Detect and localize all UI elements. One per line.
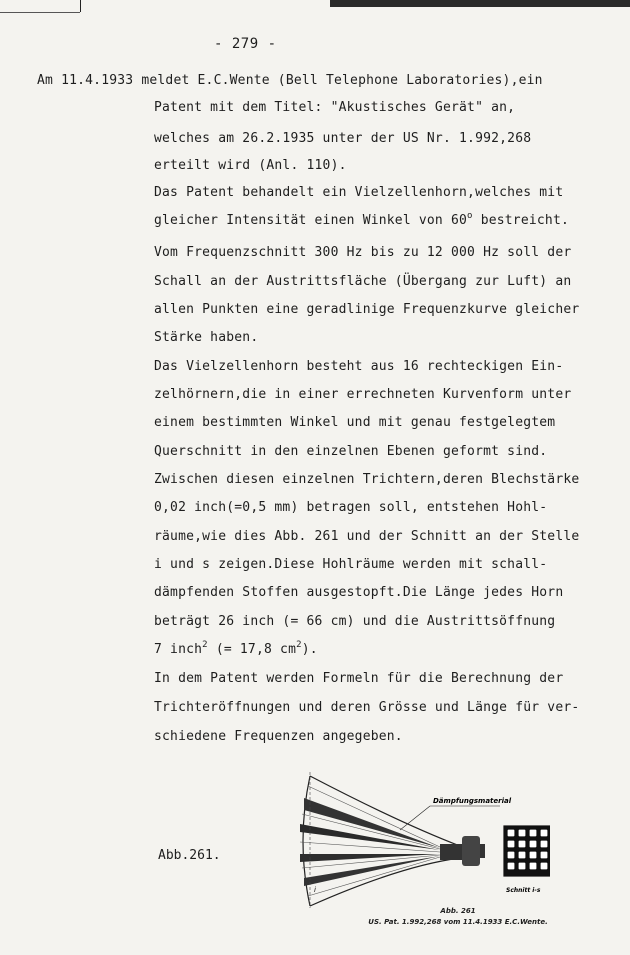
damping-label: Dämpfungsmaterial <box>433 797 512 805</box>
text-line: Trichteröffnungen und deren Grösse und Länge für ver- <box>154 700 580 715</box>
text-line: einem bestimmten Winkel und mit genau festgelegtem <box>154 415 556 430</box>
text-line: Patent mit dem Titel: "Akustisches Gerät" an, <box>154 100 516 115</box>
text-line: Das Patent behandelt ein Vielzellenhorn,welches mit <box>154 185 564 200</box>
text-line: dämpfenden Stoffen ausgestopft.Die Länge jedes Horn <box>154 585 564 600</box>
scan-frame-edge <box>80 0 81 12</box>
figure-label: Abb.261. <box>158 848 221 863</box>
text-line: welches am 26.2.1935 unter der US Nr. 1.992,268 <box>154 131 532 146</box>
text-line: Das Vielzellenhorn besteht aus 16 rechteckigen Ein- <box>154 359 564 374</box>
text-line: Querschnitt in den einzelnen Ebenen geformt sind. <box>154 444 548 459</box>
driver-throat <box>440 844 464 860</box>
scan-frame-edge-top <box>0 12 80 13</box>
scan-shadow <box>330 0 630 7</box>
text-line: gleicher Intensität einen Winkel von 60$^o$ bestreicht. <box>154 210 569 228</box>
text-line: Vom Frequenzschnitt 300 Hz bis zu 12 000 Hz soll der <box>154 245 572 260</box>
cross-section-grid <box>504 826 550 876</box>
text-line: In dem Patent werden Formeln für die Berechnung der <box>154 671 564 686</box>
driver-unit <box>462 836 480 866</box>
text-line: schiedene Frequenzen angegeben. <box>154 729 403 744</box>
driver-back <box>480 844 485 858</box>
text-line: beträgt 26 inch (= 66 cm) und die Austrittsöffnung <box>154 614 556 629</box>
caption-title: Abb. 261 <box>440 907 476 915</box>
text-line: 7 inch$^2$ (= 17,8 $cm^2$). <box>154 639 318 657</box>
label-leader <box>400 806 430 830</box>
caption-source: US. Pat. 1.992,268 vom 11.4.1933 E.C.Wente. <box>368 918 548 926</box>
text-line: Zwischen diesen einzelnen Trichtern,deren Blechstärke <box>154 472 580 487</box>
text-line: zelhörnern,die in einer errechneten Kurvenform unter <box>154 387 572 402</box>
multicell-horn-figure <box>290 768 550 908</box>
text-line: 0,02 inch(=0,5 mm) betragen soll, entstehen Hohl- <box>154 500 548 515</box>
marker-i: i <box>314 886 316 894</box>
text-line: Am 11.4.1933 meldet E.C.Wente (Bell Telephone Laboratories),ein <box>37 73 543 88</box>
text-line: Schall an der Austrittsfläche (Übergang zur Luft) an <box>154 274 572 289</box>
text-line: erteilt wird (Anl. 110). <box>154 158 347 173</box>
text-line: allen Punkten eine geradlinige Frequenzkurve gleicher <box>154 302 580 317</box>
section-label: Schnitt i-s <box>506 887 541 894</box>
horn-mouth-arc <box>303 776 310 906</box>
damping-wedge <box>300 854 440 862</box>
text-line: i und s zeigen.Diese Hohlräume werden mit schall- <box>154 557 548 572</box>
text-line: Stärke haben. <box>154 330 259 345</box>
text-line: räume,wie dies Abb. 261 und der Schnitt an der Stelle <box>154 529 580 544</box>
figure-caption <box>358 906 558 928</box>
page-number: - 279 - <box>214 36 277 52</box>
